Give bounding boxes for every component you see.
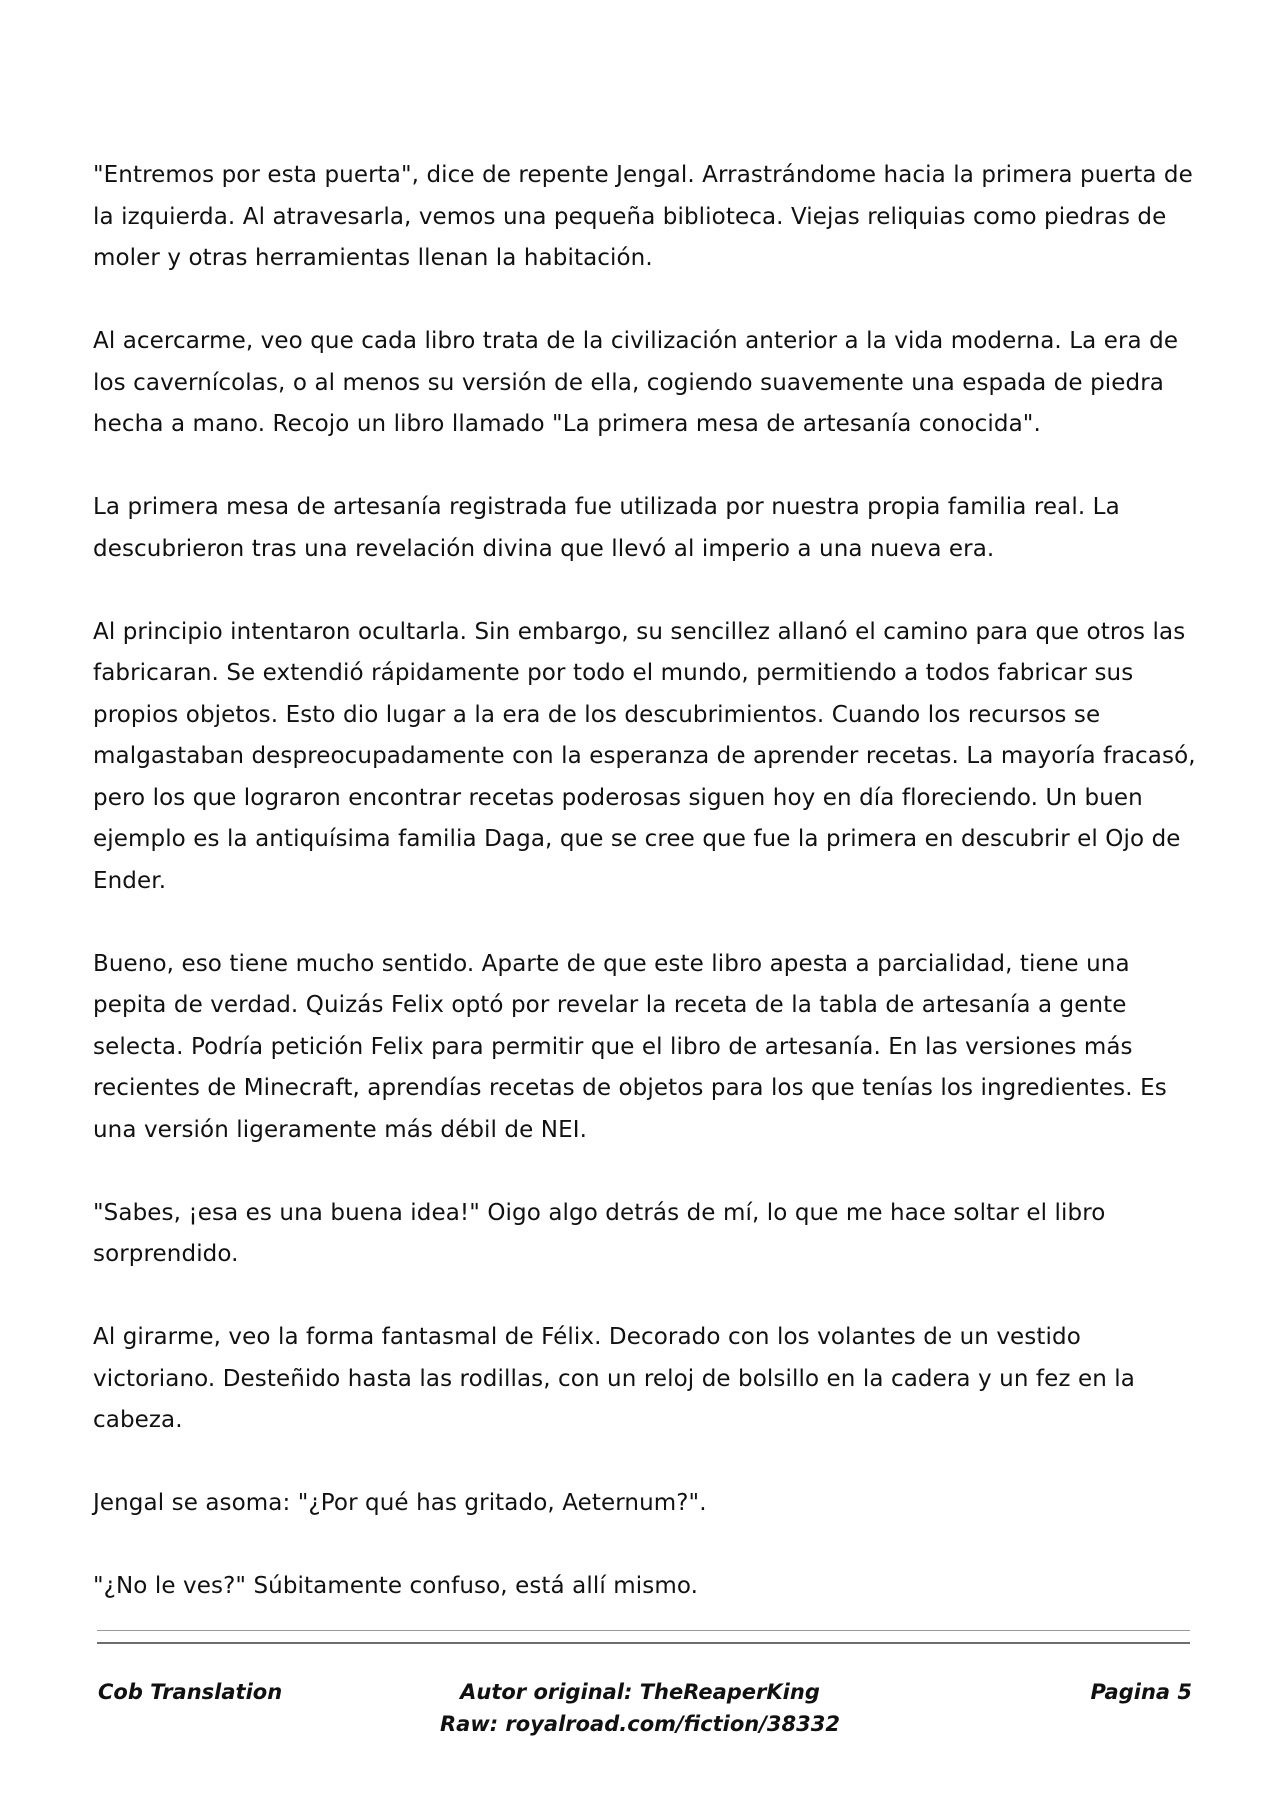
page-body (93, 155, 1203, 1608)
paragraph-5: Bueno, eso tiene mucho sentido. Aparte de que este libro apesta a parcialidad, tiene una pepita de verdad. Quizás Felix optó por revelar la receta de la tabla de artesanía a gente selecta. Podría petición Felix para permitir que el libro de artesanía. En las versiones más recientes de Minecraft, aprendías recetas de objetos para los que tenías los ingredientes. Es una versión ligeramente más débil de NEI. (93, 950, 1167, 1143)
paragraph-1: "Entremos por esta puerta", dice de repente Jengal. Arrastrándome hacia la primera puerta de la izquierda. Al atravesarla, vemos una pequeña biblioteca. Viejas reliquias como piedras de moler y otras herramientas llenan la habitación. (93, 162, 1193, 271)
footer-page-number: Pagina 5 (1090, 1680, 1192, 1704)
paragraph-7: Al girarme, veo la forma fantasmal de Félix. Decorado con los volantes de un vestido victoriano. Desteñido hasta las rodillas, con un reloj de bolsillo en la cadera y un fez en la cabeza. (93, 1324, 1135, 1433)
paragraph-8: Jengal se asoma: "¿Por qué has gritado, Aeternum?". (93, 1490, 707, 1516)
paragraph-4: Al principio intentaron ocultarla. Sin embargo, su sencillez allanó el camino para que otros las fabricaran. Se extendió rápidamente por todo el mundo, permitiendo a todos fabricar sus propios objetos. Esto dio lugar a la era de los descubrimientos. Cuando los recursos se malgastaban despreocupadamente con la esperanza de aprender recetas. La mayoría fracasó, pero los que lograron encontrar recetas poderosas siguen hoy en día floreciendo. Un buen ejemplo es la antiquísima familia Daga, que se cree que fue la primera en descubrir el Ojo de Ender. (93, 618, 1196, 894)
footer-translator: Cob Translation (98, 1680, 283, 1704)
footer-raw-source: Raw: royalroad.com/fiction/38332 (439, 1712, 840, 1736)
footer-divider-thin (97, 1630, 1190, 1631)
paragraph-9: "¿No le ves?" Súbitamente confuso, está allí mismo. (93, 1573, 698, 1599)
footer-author: Autor original: TheReaperKing (460, 1680, 820, 1704)
paragraph-6: "Sabes, ¡esa es una buena idea!" Oigo algo detrás de mí, lo que me hace soltar el libro sorprendido. (93, 1199, 1106, 1267)
paragraph-2: Al acercarme, veo que cada libro trata de la civilización anterior a la vida moderna. La era de los cavernícolas, o al menos su versión de ella, cogiendo suavemente una espada de piedra hecha a mano. Recojo un libro llamado "La primera mesa de artesanía conocida". (93, 328, 1179, 437)
footer-credits (400, 1676, 880, 1740)
footer-divider-thick (97, 1642, 1190, 1644)
paragraph-3: La primera mesa de artesanía registrada fue utilizada por nuestra propia familia real. La descubrieron tras una revelación divina que llevó al imperio a una nueva era. (93, 494, 1120, 562)
